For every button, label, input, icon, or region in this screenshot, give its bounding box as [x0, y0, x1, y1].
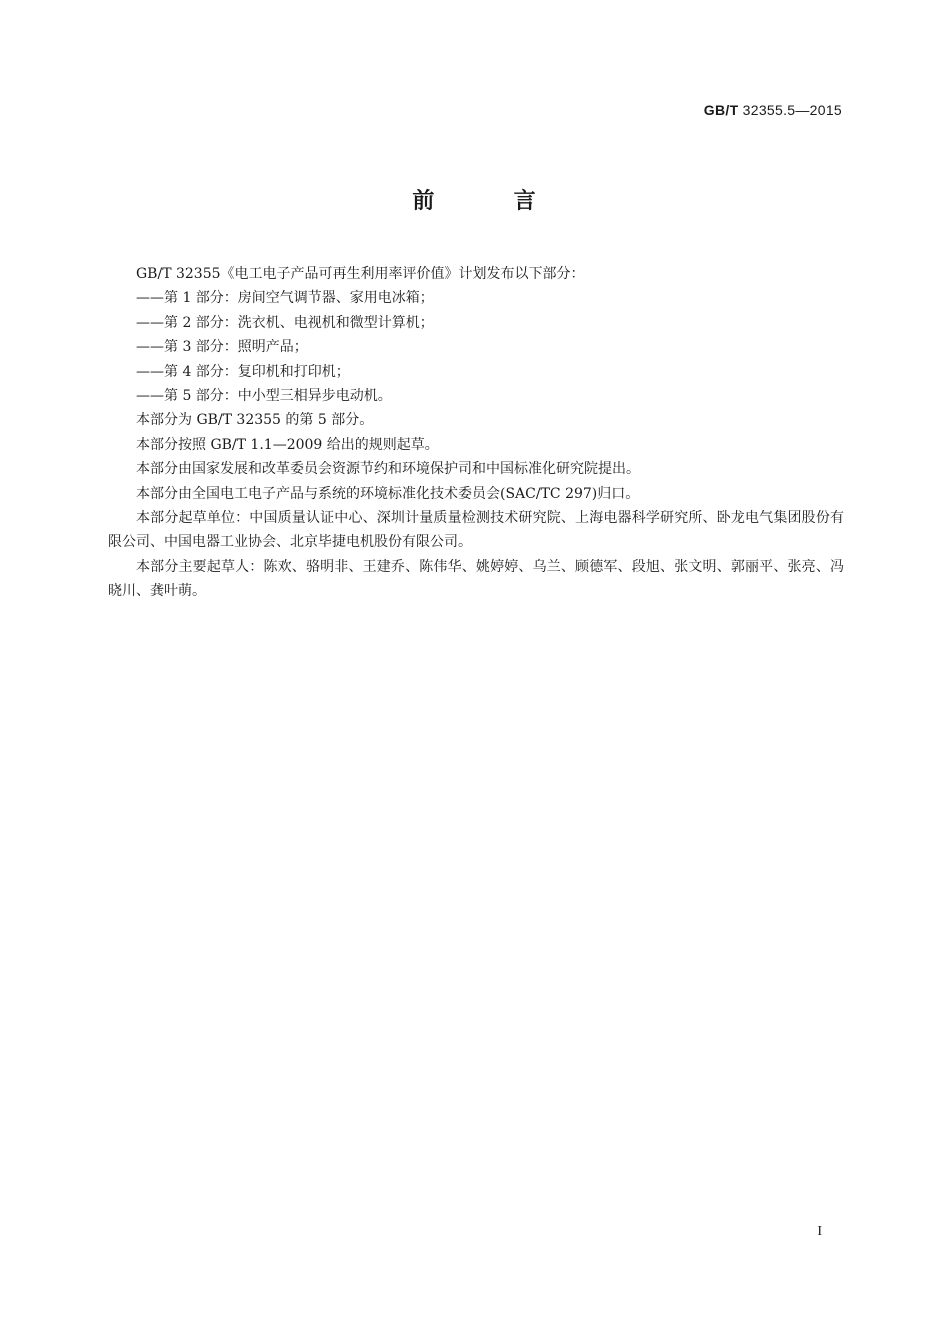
paragraph-part-statement: 本部分为 GB/T 32355 的第 5 部分。 [136, 412, 374, 429]
page-title: 前 言 [412, 189, 538, 214]
standard-code-number: 32355.5—2015 [742, 102, 842, 118]
preface-body [108, 262, 844, 604]
list-item-part-2: ——第 2 部分：洗衣机、电视机和微型计算机； [136, 314, 434, 331]
list-item-part-5: ——第 5 部分：中小型三相异步电动机。 [136, 388, 392, 405]
standard-code [704, 102, 842, 118]
list-item-part-4: ——第 4 部分：复印机和打印机； [136, 363, 350, 380]
standard-code-prefix: GB/T [703, 102, 739, 118]
paragraph-proposed-by: 本部分由国家发展和改革委员会资源节约和环境保护司和中国标准化研究院提出。 [136, 461, 640, 478]
list-item-part-3: ——第 3 部分：照明产品； [136, 339, 308, 356]
paragraph-intro: GB/T 32355《电工电子产品可再生利用率评价值》计划发布以下部分： [136, 266, 585, 282]
paragraph-drafting-rules: 本部分按照 GB/T 1.1—2009 给出的规则起草。 [136, 436, 439, 453]
paragraph-drafters: 本部分主要起草人：陈欢、骆明非、王建乔、陈伟华、姚婷婷、乌兰、顾德军、段旭、张文明、郭丽平、张亮、冯晓川、龚叶萌。 [108, 558, 844, 600]
page-number: I [817, 1224, 822, 1239]
paragraph-managed-by: 本部分由全国电工电子产品与系统的环境标准化技术委员会(SAC/TC 297)归口。 [136, 485, 640, 502]
list-item-part-1: ——第 1 部分：房间空气调节器、家用电冰箱； [136, 290, 434, 307]
paragraph-drafting-units: 本部分起草单位：中国质量认证中心、深圳计量质量检测技术研究院、上海电器科学研究所、卧龙电气集团股份有限公司、中国电器工业协会、北京毕捷电机股份有限公司。 [108, 510, 844, 551]
